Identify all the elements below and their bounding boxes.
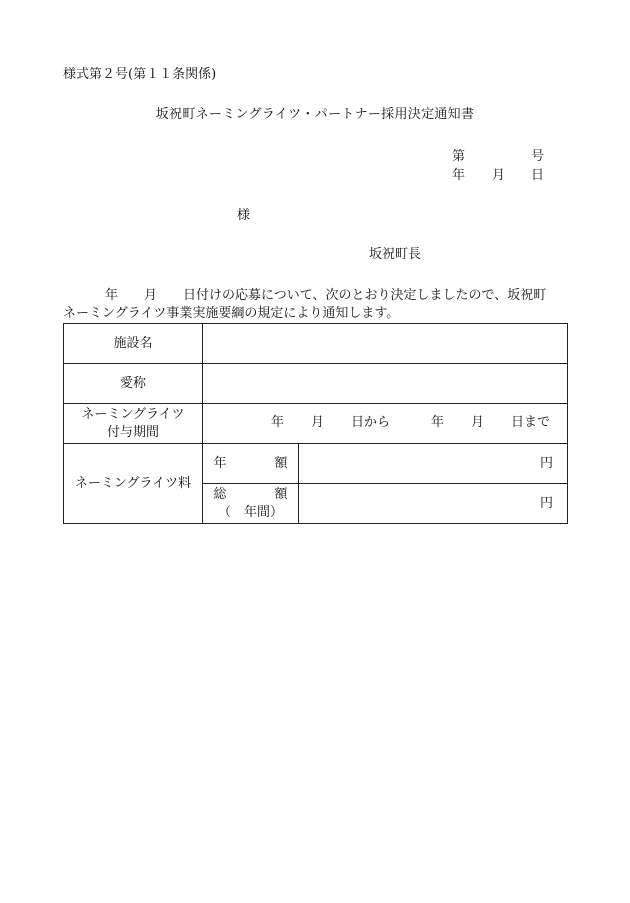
period-from-year: 年 [271,415,285,430]
facility-label: 施設名 [64,324,203,364]
notice-number-suffix: 号 [531,149,545,164]
period-from-month: 月 [311,415,325,430]
annual-label-char1: 年 [213,455,249,471]
nickname-row [64,364,568,404]
total-years: （ 年間） [217,504,283,520]
body-month: 月 [144,288,158,303]
annual-amount[interactable]: 円 [299,444,568,484]
period-to-month: 月 [471,415,485,430]
notice-number-prefix: 第 [452,149,466,164]
facility-row [64,324,568,364]
period-label-line2: 付与期間 [106,424,159,440]
total-label-text [214,486,288,504]
addressee-suffix: 様 [237,208,251,223]
nickname-value[interactable] [203,364,568,404]
body-year: 年 [105,288,119,303]
period-value[interactable] [203,404,568,444]
annual-label [203,444,299,484]
form-number: 様式第２号(第１１条関係) [63,67,217,82]
total-label-char1: 総 [213,486,249,502]
issuer-name: 坂祝町長 [369,247,422,262]
period-to-year: 年 [431,415,445,430]
period-label [64,404,203,444]
period-label-line1: ネーミングライツ [81,406,185,422]
body-rest: 日付けの応募について、次のとおり決定しましたので、坂祝町 [183,288,547,303]
total-label [203,484,299,524]
fee-label: ネーミングライツ料 [64,444,203,524]
period-row [64,404,568,444]
annual-label-text [214,455,288,473]
period-to-day: 日まで [511,415,551,430]
total-label-char2: 額 [274,486,288,502]
total-amount[interactable]: 円 [299,484,568,524]
period-from-day: 日から [351,415,391,430]
annual-fee-row [64,444,568,484]
decision-table [63,323,568,524]
notice-date-year: 年 [452,168,466,183]
annual-label-char2: 額 [274,455,288,471]
nickname-label: 愛称 [64,364,203,404]
document-title: 坂祝町ネーミングライツ・パートナー採用決定通知書 [155,107,475,122]
facility-value[interactable] [203,324,568,364]
notice-date-month: 月 [492,168,506,183]
body-text-line1 [63,289,546,302]
body-text-line2: ネーミングライツ事業実施要綱の規定により通知します。 [63,306,400,321]
notice-date-day: 日 [531,168,545,183]
